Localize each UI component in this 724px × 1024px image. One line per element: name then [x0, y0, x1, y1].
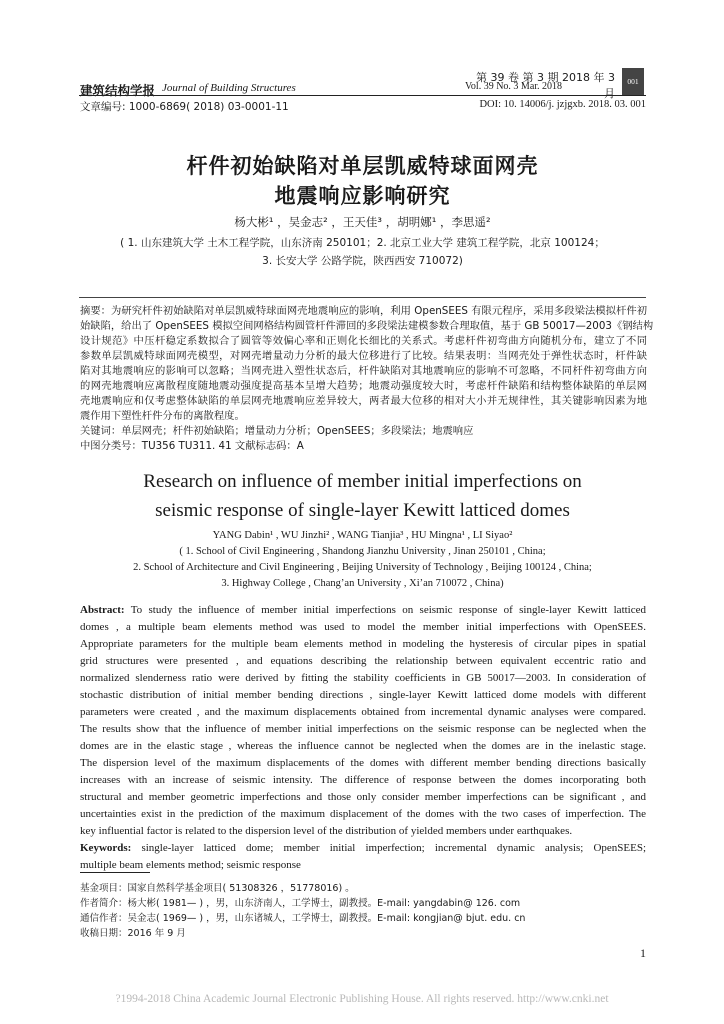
abstract-en-line — [80, 603, 646, 617]
affiliation-cn-line-2: 3. 长安大学 公路学院，陕西西安 710072) — [262, 255, 463, 267]
keywords-en-label: Keywords: — [80, 842, 132, 854]
abstract-cn-line: 参数单层凯威特球面网壳模型，对网壳增量动力分析的最大位移进行了比较。结果表明：当网壳处于弹性状态时，杆件缺 — [80, 350, 647, 362]
abstract-en-text: To study the influence of member initial imperfections on seismic response of single-layer Kewitt latticed — [130, 604, 646, 616]
affiliation-en-line-1: ( 1. School of Civil Engineering , Shandong Jianzhu University , Jinan 250101 , China; — [179, 546, 546, 557]
footnote-funding: 基金项目：国家自然科学基金项目( 51308326 ，51778016) 。 — [80, 883, 355, 894]
issue-info-en: Vol. 39 No. 3 Mar. 2018 — [465, 81, 563, 92]
footnote-received: 收稿日期：2016 年 9 月 — [80, 928, 186, 939]
abstract-en-line: domes are in the elastic stage , whereas the influence cannot be neglected when the domes are in the inelastic stage. — [80, 740, 646, 752]
abstract-en-line: stochastic distribution of initial member bending directions , single-layer Kewitt latticed dome models with different — [80, 689, 646, 701]
affiliation-cn-line-1: ( 1. 山东建筑大学 土木工程学院，山东济南 250101；2. 北京工业大学 建筑工程学院，北京 100124； — [120, 237, 605, 249]
doi[interactable]: DOI: 10. 14006/j. jzjgxb. 2018. 03. 001 — [479, 99, 646, 110]
abstract-divider — [79, 297, 646, 298]
abstract-cn-line: 始缺陷，给出了 OpenSEES 模拟空间网格结构圆管杆件滞回的多段梁法建模参数合理取值，基于 GB 50017—2003《钢结构 — [80, 320, 654, 332]
abstract-en-line: grid structures were presented , and equations describing the relationship between equivalent eccentric ratio and — [80, 655, 646, 667]
abstract-en-line: domes , a multiple beam elements method was used to model the member initial imperfections with OpenSEES. — [80, 621, 646, 633]
abstract-cn-line: 设计规范》中压杆稳定系数拟合了圆管等效偏心率和正则化长细比的关系式。考虑杆件初弯曲方向随机分布，建立了不同 — [80, 335, 647, 347]
abstract-cn-line: 震作用下塑性杆件分布的离散程度。 — [80, 410, 245, 422]
page-number: 1 — [640, 946, 646, 960]
abstract-en-line: key influential factor is related to the dispersion level of the distribution of yielded members under earthquakes. — [80, 825, 573, 837]
abstract-en-line: increases with an increase of seismic intensity. The difference of response between the domes incorporating both — [80, 774, 646, 786]
affiliation-en-line-2: 2. School of Architecture and Civil Engineering , Beijing University of Technology , Beijing 100124 , China; — [133, 562, 592, 573]
footnote-rule — [80, 872, 150, 873]
abstract-en-line: The results show that the influence of member initial imperfections on the seismic response can be neglected when the — [80, 723, 646, 735]
abstract-en-line: The dispersion level of the maximum displacements of the domes with different member bending directions basically — [80, 757, 646, 769]
footnote-author: 作者简介：杨大彬( 1981— ) ，男，山东济南人，工学博士，副教授。E-mail: yangdabin@ 126. com — [80, 898, 521, 909]
header-rule — [79, 95, 646, 96]
keywords-en-text: single-layer latticed dome; member initial imperfection; incremental dynamic analysis; OpenSEES; — [141, 842, 646, 854]
keywords-en-line — [80, 841, 646, 855]
abstract-en-line: Appropriate parameters for the multiple beam elements method in modeling the hysteresis of circular pipes in spatial — [80, 638, 646, 650]
abstract-cn-line: 的网壳地震响应离散程度随地震动强度提高基本呈增大趋势；地震动强度较大时，考虑杆件缺陷和结构整体缺陷的单层网 — [80, 380, 647, 392]
abstract-en-line: uncertainties exist in the prediction of the maximum displacement of the domes with the two cases of imperfection. The — [80, 808, 646, 820]
abstract-cn-line: 陷对其地震响应的影响可以忽略；当网壳进入塑性状态后，杆件缺陷对其地震响应的影响不可忽略，不同杆件初弯曲方向 — [80, 365, 647, 377]
keywords-cn: 关键词：单层网壳；杆件初始缺陷；增量动力分析；OpenSEES；多段梁法；地震响应 — [80, 425, 474, 437]
issue-info-cn: 第 39 卷 第 3 期 2018 年 3 月 — [476, 71, 615, 100]
abstract-en-label: Abstract: — [80, 604, 125, 616]
journal-name-cn: 建筑结构学报 — [80, 83, 156, 98]
copyright-watermark: ?1994-2018 China Academic Journal Electronic Publishing House. All rights reserved. http://www.cnki.net — [115, 993, 609, 1005]
footnote-corresponding: 通信作者：吴金志( 1969— ) ，男，山东诸城人，工学博士，副教授。E-mail: kongjian@ bjut. edu. cn — [80, 913, 526, 924]
affiliation-en-line-3: 3. Highway College , Chang’an University , Xi’an 710072 , China) — [221, 578, 504, 589]
article-number: 文章编号: 1000-6869( 2018) 03-0001-11 — [80, 101, 289, 113]
title-en-line-1: Research on influence of member initial imperfections on — [143, 471, 582, 492]
keywords-en-line: multiple beam elements method; seismic response — [80, 859, 301, 871]
abstract-en-line: parameters were created , and the maximum displacements obtained from incremental dynamic analyses were compared. — [80, 706, 646, 718]
title-cn-line-1: 杆件初始缺陷对单层凯威特球面网壳 — [186, 154, 539, 178]
authors-en: YANG Dabin¹ , WU Jinzhi² , WANG Tianjia³ , HU Mingna¹ , LI Siyao² — [212, 530, 513, 541]
journal-name-en: Journal of Building Structures — [162, 82, 296, 94]
abstract-cn-line: 摘要：为研究杆件初始缺陷对单层凯威特球面网壳地震响应的影响，利用 OpenSEES 有限元程序，采用多段梁法模拟杆件初 — [80, 305, 647, 317]
title-en-line-2: seismic response of single-layer Kewitt latticed domes — [155, 500, 570, 521]
abstract-en-line: normalized slenderness ratio were derived by fitting the stability coefficients in GB 50017—2003. In consideration of — [80, 672, 646, 684]
authors-cn: 杨大彬¹ ，吴金志² ，王天佳³ ，胡明娜¹ ，李思遥² — [234, 215, 491, 229]
title-cn-line-2: 地震响应影响研究 — [274, 184, 451, 208]
abstract-cn-line: 壳地震响应和仅考虑整体缺陷的单层网壳地震响应差异较大，两者最大位移的相对大小并无规律性，其关键影响因素为地 — [80, 395, 647, 407]
page-code-badge: 001 — [622, 68, 644, 95]
abstract-en-line: structural and member geometric imperfections and those only consider member imperfections can be significant , and — [80, 791, 646, 803]
classification-cn: 中图分类号：TU356 TU311. 41 文献标志码：A — [80, 440, 304, 452]
